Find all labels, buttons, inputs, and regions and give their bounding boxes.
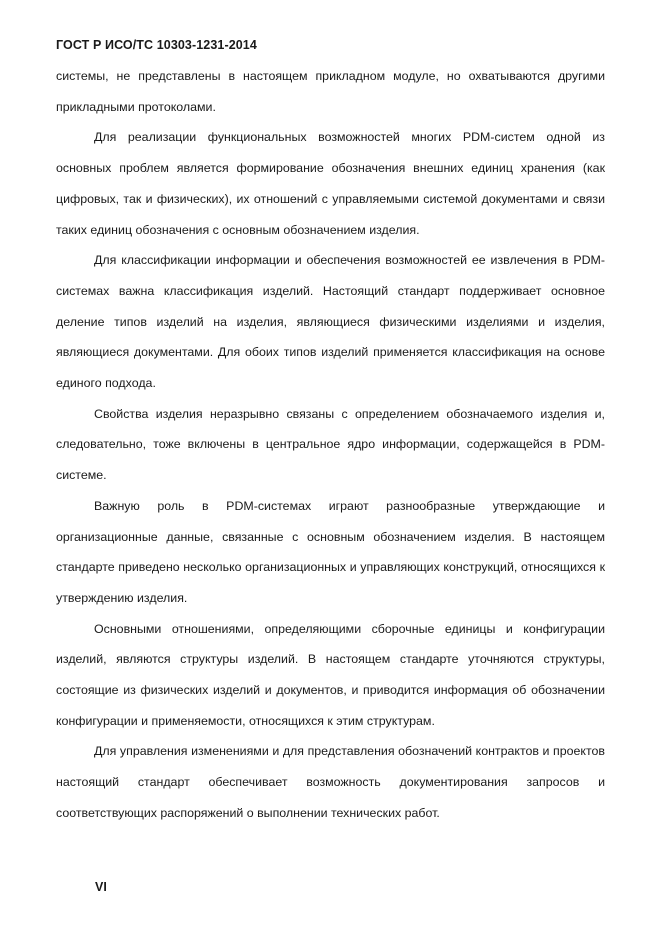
- page-number: VI: [95, 880, 107, 894]
- paragraph-properties: Свойства изделия неразрывно связаны с определением обозначаемого изделия и, следовательно, тоже включены в центральное ядро информации, содержащейся в PDM-системе.: [56, 406, 605, 483]
- document-body: [56, 61, 605, 829]
- paragraph-change-management: Для управления изменениями и для представления обозначений контрактов и проектов настоящий стандарт обеспечивает возможность документирования запросов и соответствующих распоряжений о выполнении технических работ.: [56, 744, 605, 820]
- paragraph-identification: Для реализации функциональных возможностей многих PDM-систем одной из основных проблем является формирование обозначения внешних единиц хранения (как цифровых, так и физических), их отношений с управляемыми системой документами и связи таких единиц обозначения с основным обозначением изделия.: [56, 130, 605, 237]
- paragraph-approval: Важную роль в PDM-системах играют разнообразные утверждающие и организационные данные, связанные с основным обозначением изделия. В настоящем стандарте приведено несколько организационных и управляющих конструкций, относящихся к утверждению изделия.: [56, 498, 605, 605]
- paragraph-classification: Для классификации информации и обеспечения возможностей ее извлечения в PDM-системах важна классификация изделий. Настоящий стандарт поддерживает основное деление типов изделий на изделия, являющиеся физическими изделиями и изделия, являющиеся документами. Для обоих типов изделий применяется классификация на основе единого подхода.: [56, 253, 605, 391]
- document-header: ГОСТ Р ИСО/ТС 10303-1231-2014: [56, 38, 257, 52]
- paragraph-continuation: системы, не представлены в настоящем прикладном модуле, но охватываются другими прикладными протоколами.: [56, 69, 605, 114]
- paragraph-structures: Основными отношениями, определяющими сборочные единицы и конфигурации изделий, являются структуры изделий. В настоящем стандарте уточняются структуры, состоящие из физических изделий и документов, и приводится информация об обозначении конфигурации и применяемости, относящихся к этим структурам.: [56, 621, 605, 728]
